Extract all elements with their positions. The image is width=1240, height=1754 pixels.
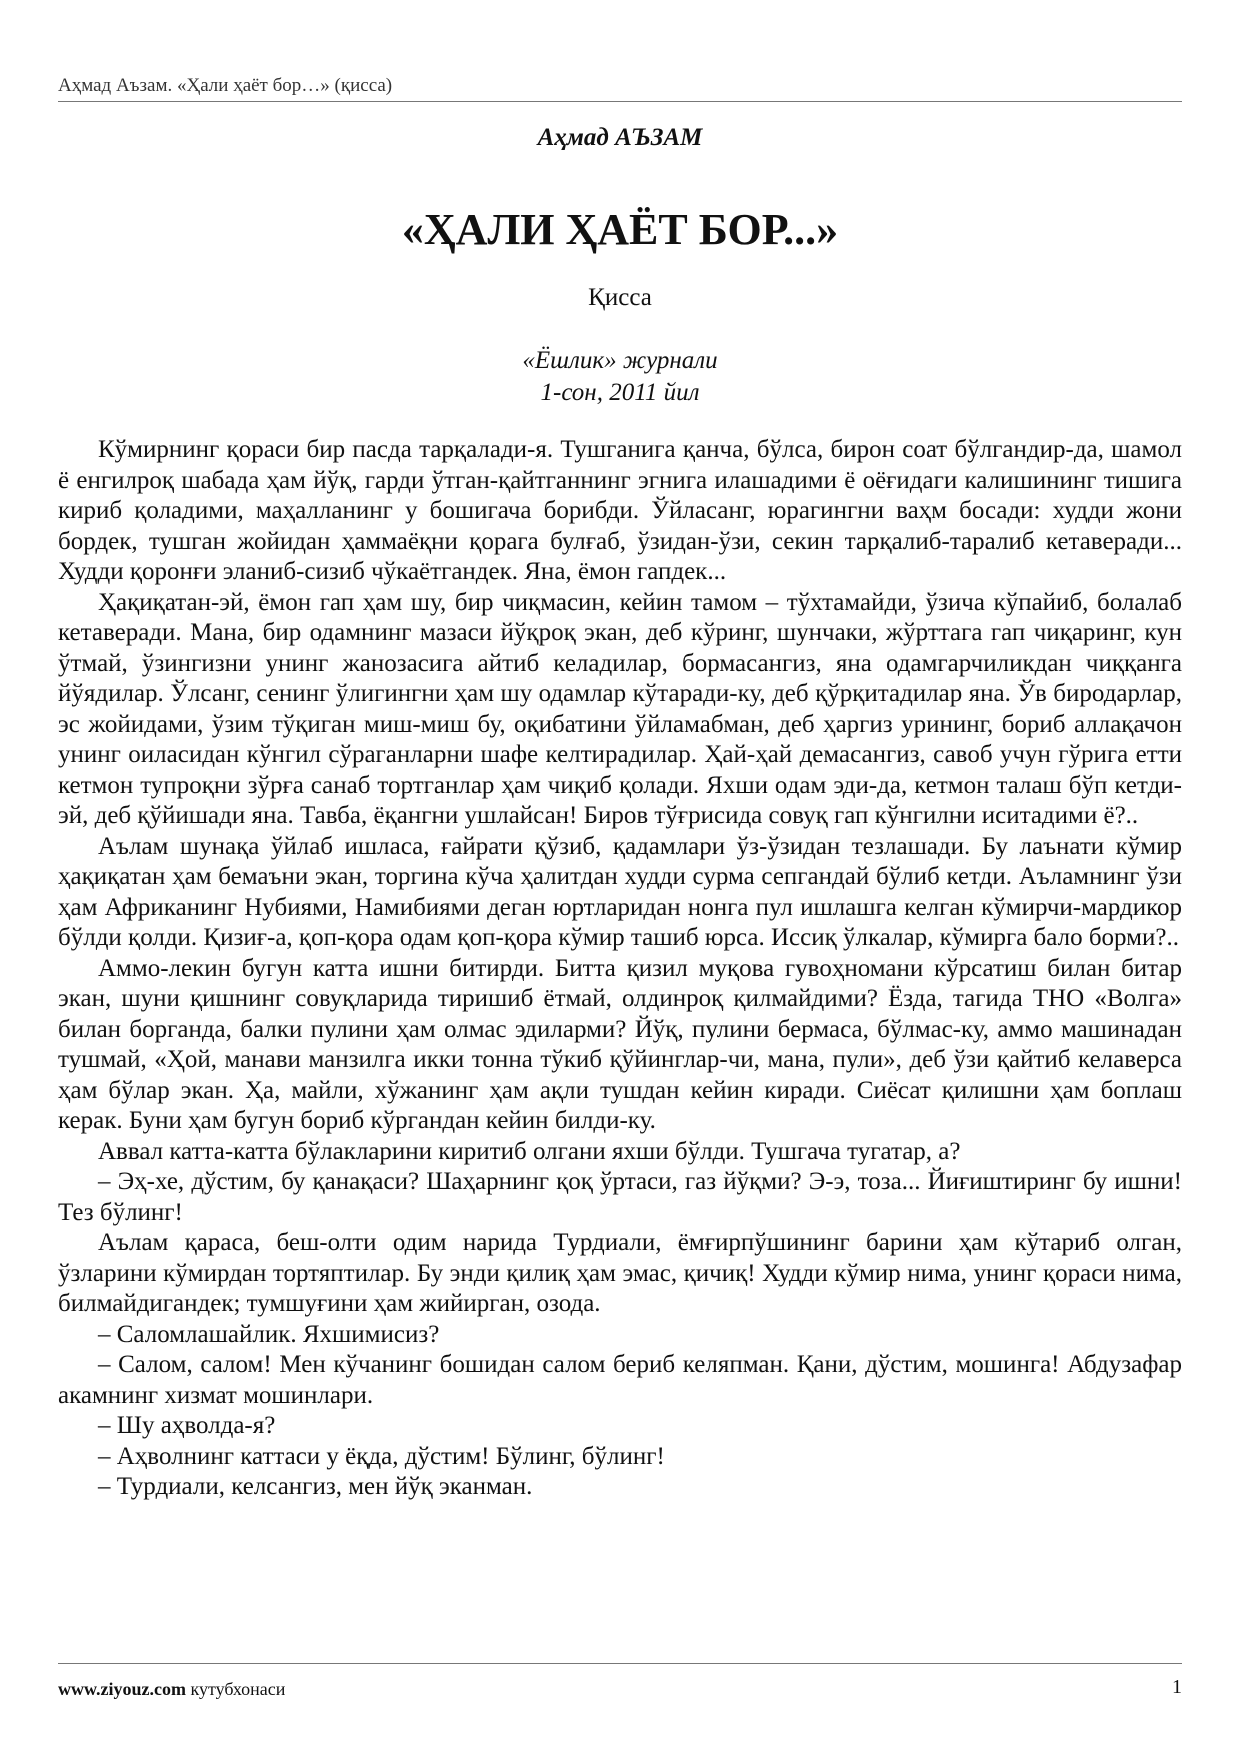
paragraph: – Саломлашайлик. Яхшимисиз? — [98, 1320, 440, 1348]
paragraph: Аммо-лекин бугун катта ишни битирди. Битта қизил муқова гувоҳномани кўрсатиш билан битар экан, шуни қишнинг совуқларида тиришиб ётмай, олдинроқ қилмайдими? Ёзда, тагида ТНО «Волга» билан борганда, балки пулини ҳам олмас эдиларми? Йўқ, пулини бермаса, бўлмас-ку, аммо машинадан тушмай, «Ҳой, манави манзилга икки тонна тўкиб қўйинглар-чи, мана, пули», деб ўзи қайтиб келаверса ҳам бўлар экан. Ҳа, майли, хўжанинг ҳам ақли тушдан кейин киради. Сиёсат қилишни ҳам боплаш керак. Буни ҳам бугун бориб кўргандан кейин билди-ку. — [58, 954, 1182, 1134]
footer-site-link[interactable]: www.ziyouz.com — [58, 1679, 186, 1699]
body-text — [58, 435, 1182, 1503]
footer-library-label: кутубхонаси — [190, 1679, 286, 1699]
paragraph: Аълам шунақа ўйлаб ишласа, ғайрати қўзиб, қадамлари ўз-ўзидан тезлашади. Бу лаънати кўмир ҳақиқатан ҳам бемаъни экан, торгина кўча ҳалитдан худди сурма сепгандай бўлиб кетди. Аъламнинг ўзи ҳам Африканинг Нубиями, Намибиями деган юртларидан нонга пул ишлашга келган кўмирчи-мардикор бўлди қолди. Қизиғ-а, қоп-қора одам қоп-қора кўмир ташиб юрса. Иссиқ ўлкалар, кўмирга бало борми?.. — [58, 832, 1182, 951]
paragraph: – Салом, салом! Мен кўчанинг бошидан салом бериб келяпман. Қани, дўстим, мошинга! Абдузафар акамнинг хизмат мошинлари. — [58, 1351, 1182, 1409]
paragraph: – Аҳволнинг каттаси у ёқда, дўстим! Бўлинг, бўлинг! — [98, 1442, 665, 1470]
footer-divider — [58, 1663, 1182, 1664]
paragraph: – Шу аҳволда-я? — [98, 1412, 276, 1439]
paragraph: – Турдиали, келсангиз, мен йўқ эканман. — [98, 1473, 533, 1500]
header-divider — [58, 101, 1182, 102]
source-journal: «Ёшлик» журнали — [522, 347, 718, 374]
paragraph: Кўмирнинг қораси бир пасда тарқалади-я. Тушганига қанча, бўлса, бирон соат бўлгандир-да, шамол ё енгилроқ шабада ҳам йўқ, гарди ўтган-қайтганнинг эгнига илашадими ё оёғидаги калишининг тишига кириб қоладими, маҳалланинг у бошигача борибди. Ўйласанг, юрагингни ваҳм босади: худди жони бордек, тушган жойидан ҳаммаёқни қорага булғаб, ўзидан-ўзи, секин тарқалиб-таралиб кетаверади... Худди қоронғи эланиб-сизиб чўкаётгандек. Яна, ёмон гапдек... — [58, 436, 1182, 585]
paragraph: Ҳақиқатан-эй, ёмон гап ҳам шу, бир чиқмасин, кейин тамом – тўхтамайди, ўзича кўпайиб, болалаб кетаверади. Мана, бир одамнинг мазаси йўқроқ экан, деб кўринг, шунчаки, жўрттага гап чиқаринг, кун ўтмай, ўзингизни унинг жанозасига айтиб келадилар, бормасангиз, яна одамгарчиликдан чиққанга йўядилар. Ўлсанг, сенинг ўлигингни ҳам шу одамлар кўтаради-ку, деб қўрқитадилар яна. Ўв биродарлар, эс жойидами, ўзим тўқиган миш-миш бу, оқибатини ўйламабман, деб ҳаргиз урининг, бориб аллақачон унинг оиласидан кўнгил сўраганларни шафе келтирадилар. Ҳай-ҳай демасангиз, савоб учун гўрига етти кетмон тупроқни зўрға санаб тортганлар ҳам чиқиб қолади. Яхши одам эди-да, кетмон талаш бўп кетди-эй, деб қўйишади яна. Тавба, ёқангни ушлайсан! Биров тўғрисида совуқ гап кўнгилни иситадими ё?.. — [58, 588, 1182, 829]
page-number: 1 — [1172, 1676, 1182, 1698]
running-header: Аҳмад Аъзам. «Ҳали ҳаёт бор…» (қисса) — [58, 75, 393, 96]
paragraph: Аввал катта-катта бўлакларини киритиб олгани яхши бўлди. Тушгача тугатар, а? — [98, 1137, 961, 1165]
paragraph: Аълам қараса, беш-олти одим нарида Турдиали, ёмғирпўшининг барини ҳам кўтариб олган, ўзларини кўмирдан тортяптилар. Бу энди қилиқ ҳам эмас, қичиқ! Худди кўмир нима, унинг қораси нима, билмайдигандек; тумшуғини ҳам жийирган, озода. — [58, 1229, 1182, 1317]
footer-credit — [58, 1677, 285, 1701]
document-title: «ҲАЛИ ҲАЁТ БОР...» — [401, 205, 839, 254]
publication-source — [0, 345, 1240, 409]
source-issue: 1-сон, 2011 йил — [540, 379, 700, 406]
genre-label: Қисса — [588, 284, 652, 311]
author-name: Аҳмад АЪЗАМ — [537, 124, 703, 151]
paragraph: – Эҳ-хе, дўстим, бу қанақаси? Шаҳарнинг қоқ ўртаси, газ йўқми? Э-э, тоза... Йиғиштиринг бу ишни! Тез бўлинг! — [58, 1168, 1182, 1226]
